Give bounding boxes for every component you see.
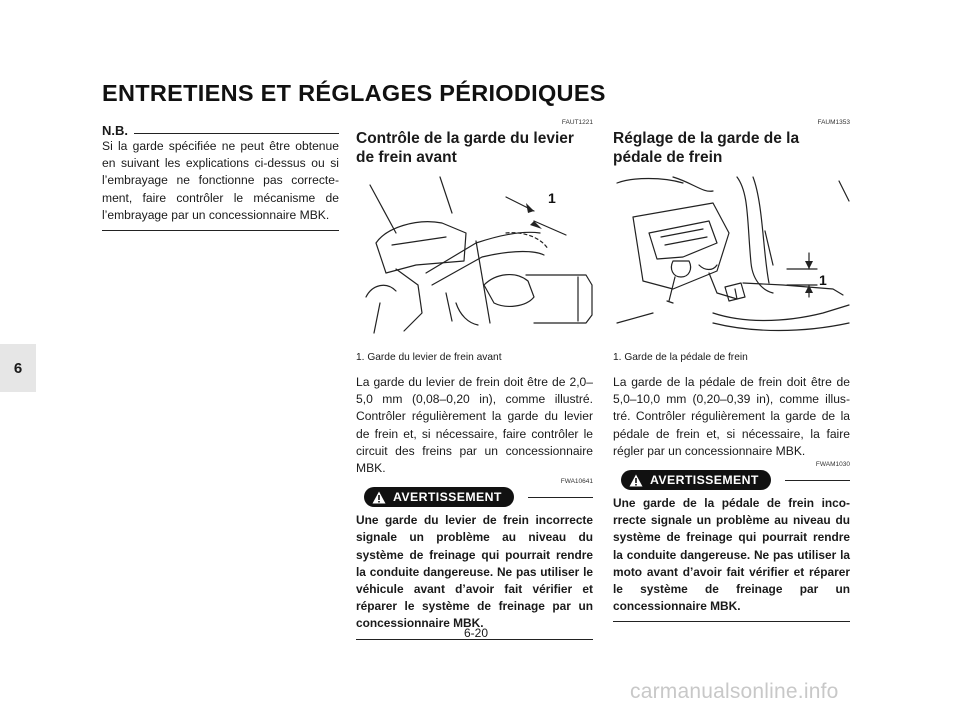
- section-title-brake-pedal: Réglage de la garde de la pédale de frein: [613, 130, 800, 166]
- warning-icon: [629, 474, 643, 487]
- section-code: FAUT1221: [561, 119, 593, 126]
- nb-text: Si la garde spécifiée ne peut être obtenue en suivant les explications ci-dessus ou si l’embrayage ne fonctionne pas correcte-ment, faire contrôler le mécanisme de l’embrayage par un concessionnaire MBK.: [102, 139, 339, 222]
- warning-icon: [372, 491, 386, 504]
- section-code: FAUM1353: [817, 119, 850, 126]
- warning-rule: [528, 497, 593, 498]
- section-title-front-brake: Contrôle de la garde du levier de frein avant: [356, 130, 574, 166]
- page-header-title: ENTRETIENS ET RÉGLAGES PÉRIODIQUES: [102, 80, 606, 106]
- warning-badge: [364, 487, 514, 507]
- warning-label: AVERTISSEMENT: [650, 473, 759, 488]
- chapter-number: 6: [13, 359, 23, 377]
- nb-header: [102, 118, 339, 138]
- nb-end-rule: [102, 230, 339, 231]
- warning-rule: [785, 480, 850, 481]
- column-front-brake: [356, 118, 593, 640]
- warning-code: FWAM1030: [815, 461, 850, 469]
- warning-end-rule: [613, 621, 850, 622]
- brake-pedal-illustration: [613, 173, 850, 338]
- warning-text: Une garde du levier de frein incorrecte signale un problème au niveau du système de freinage qui pourrait rendre la conduite dangereuse. Ne pas utiliser le véhicule avant d’avoir fait vérifier et réparer le système de freinage par un concessionnaire MBK.: [356, 513, 593, 631]
- warning-header: [356, 486, 593, 508]
- nb-label: N.B.: [102, 123, 128, 138]
- column-nb: [102, 118, 339, 231]
- figure-callout-1: 1: [548, 190, 556, 206]
- warning-code: FWA10641: [560, 478, 593, 486]
- front-brake-lever-illustration: [356, 173, 593, 338]
- chapter-tab: [0, 344, 36, 392]
- page-number: 6-20: [464, 626, 489, 640]
- watermark: carmanualsonline.info: [630, 680, 839, 703]
- section-body: La garde de la pédale de frein doit être de 5,0–10,0 mm (0,20–0,39 in), comme illus-tré. Contrôler régulièrement la garde de la pédale de frein et, si nécessaire, la faire régler par un concessionnaire MBK.: [613, 375, 850, 458]
- warning-label: AVERTISSEMENT: [393, 490, 502, 505]
- warning-text: Une garde de la pédale de frein inco-rrecte signale un problème au niveau du système de freinage qui pourrait rendre la conduite dangereuse. Ne pas utiliser la moto avant d’avoir fait vérifier et réparer le système de freinage par un concessionnaire MBK.: [613, 496, 850, 614]
- column-brake-pedal: [613, 118, 850, 622]
- warning-header: [613, 469, 850, 491]
- figure-caption: 1. Garde de la pédale de frein: [613, 352, 748, 363]
- figure-callout-1: 1: [819, 272, 827, 288]
- section-body: La garde du levier de frein doit être de 2,0–5,0 mm (0,08–0,20 in), comme illustré. Contrôler régulièrement la garde du levier de frein et, si nécessaire, faire contrôler le circuit des freins par un concessionnaire MBK.: [356, 375, 593, 476]
- nb-rule: [134, 133, 339, 134]
- figure-caption: 1. Garde du levier de frein avant: [356, 352, 502, 363]
- warning-badge: [621, 470, 771, 490]
